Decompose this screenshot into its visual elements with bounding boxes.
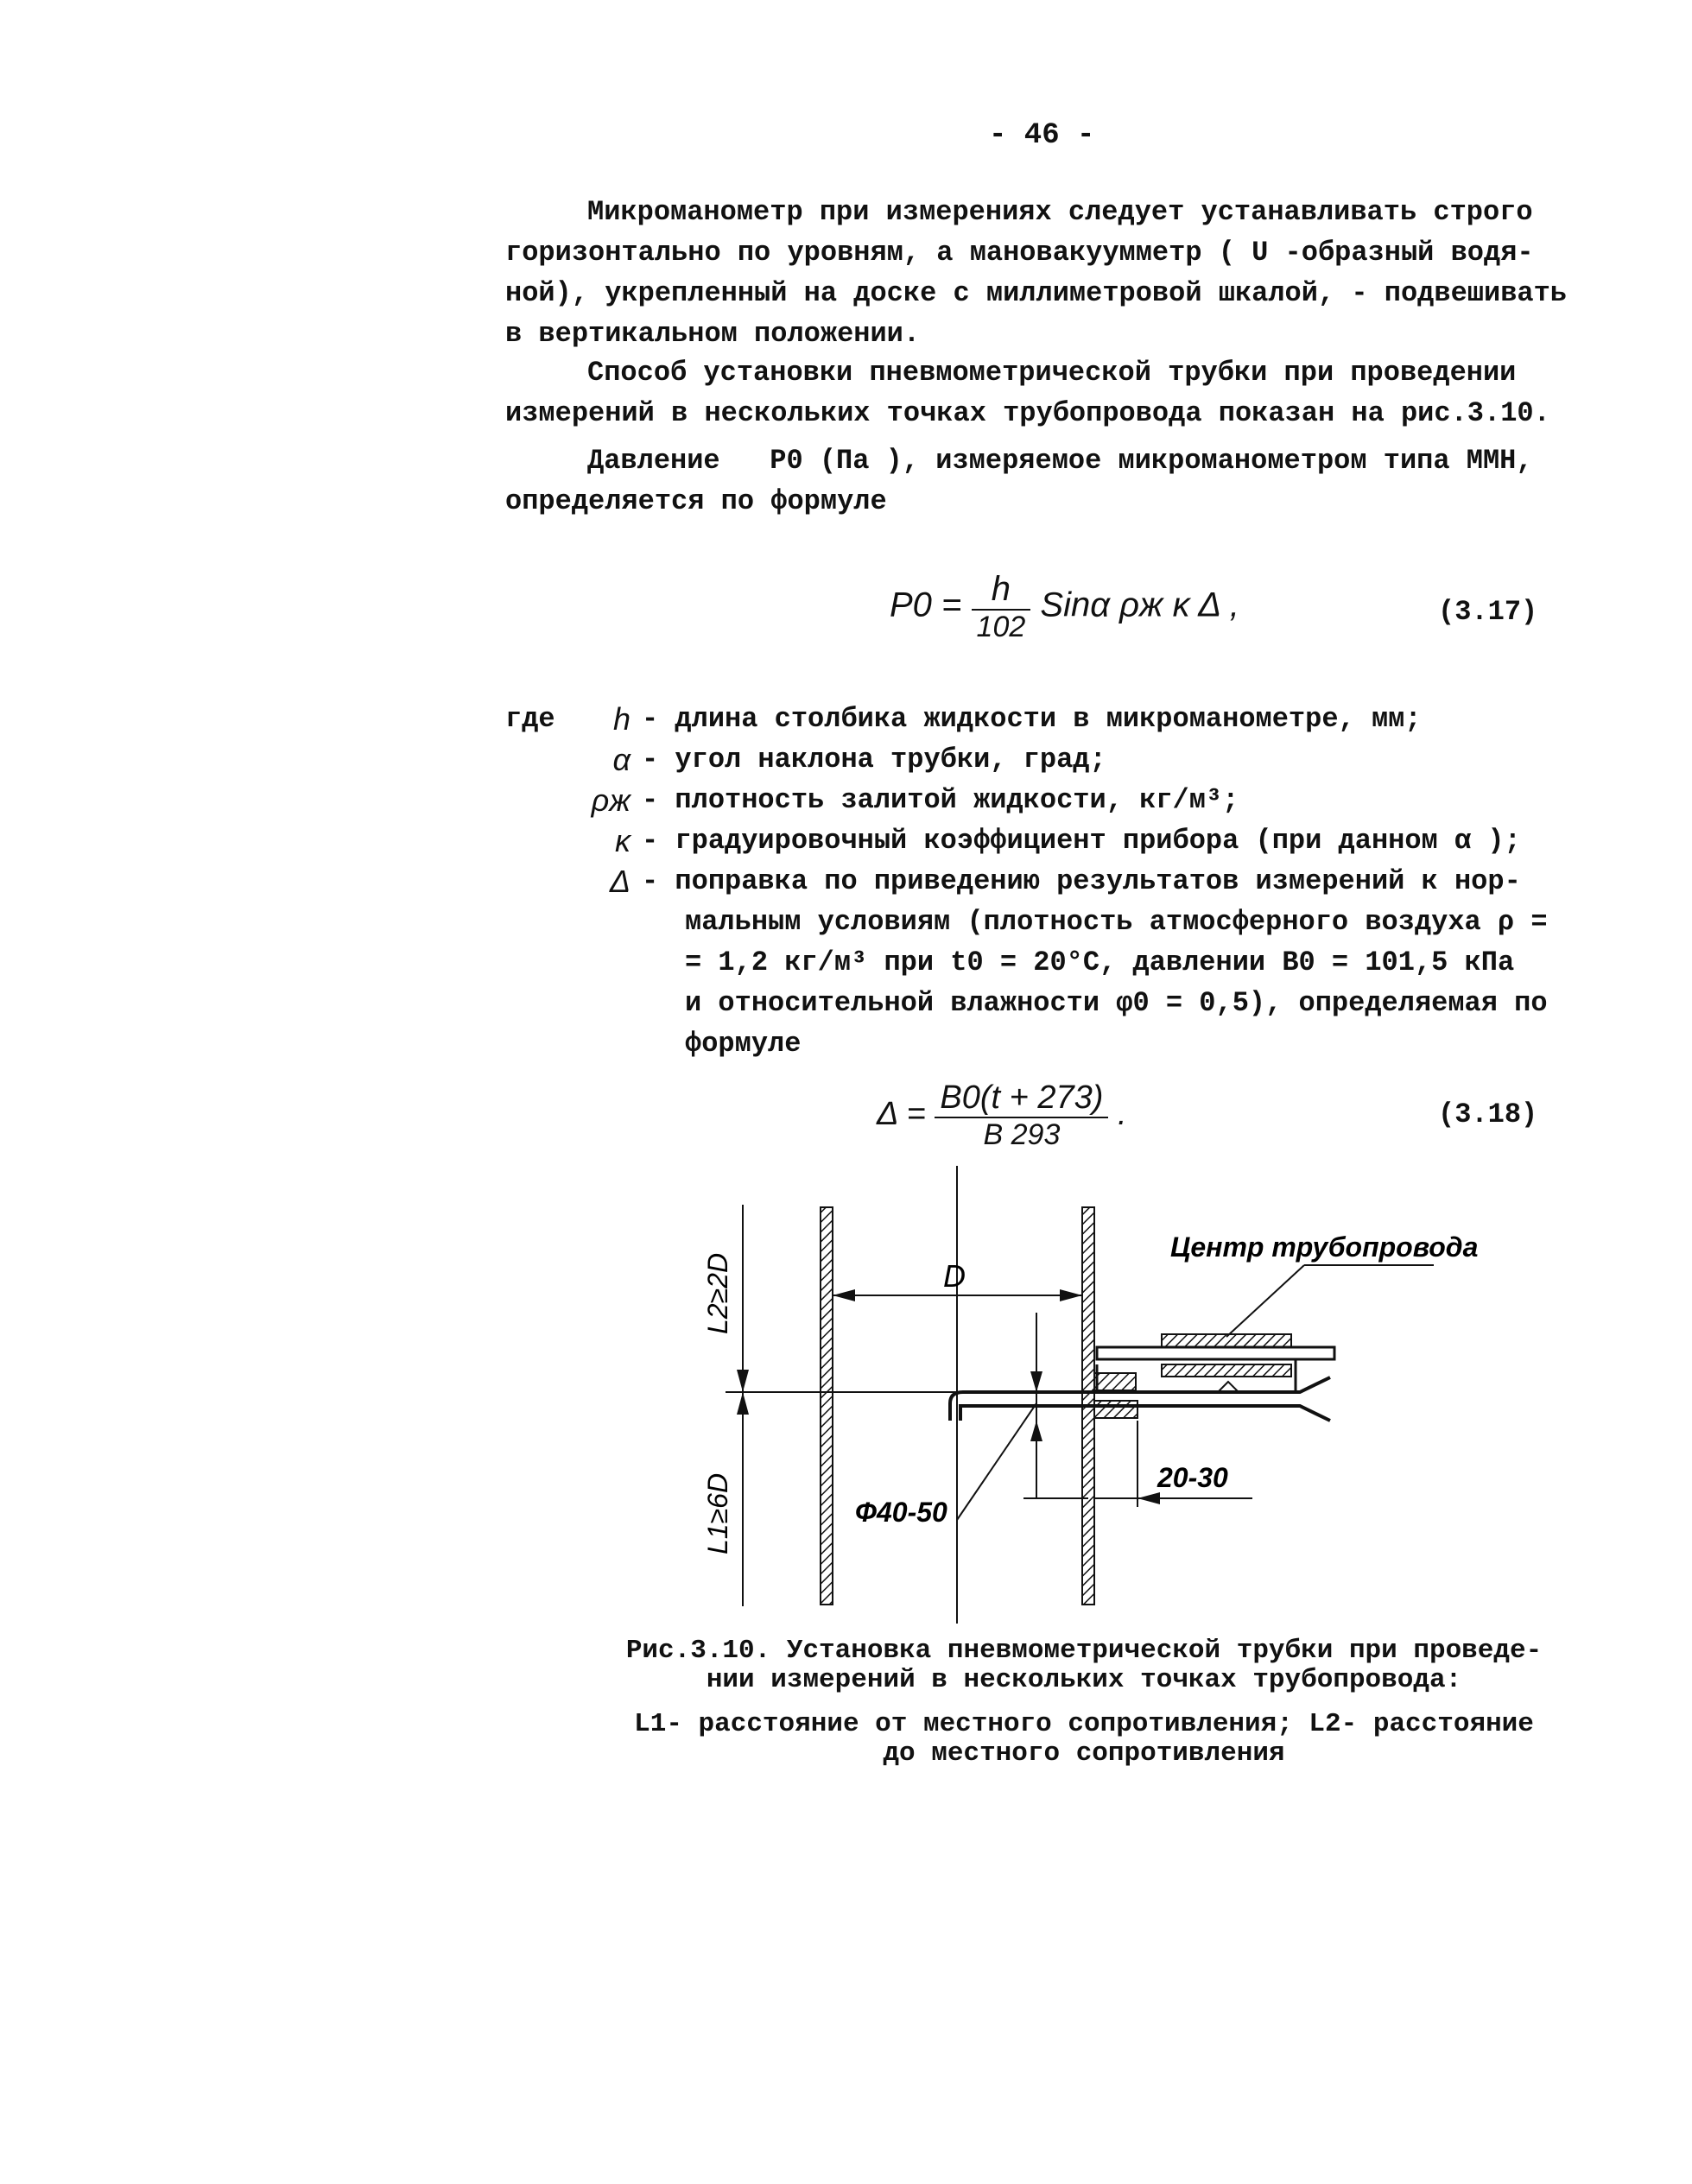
fraction-denominator: 102 (976, 611, 1026, 643)
diameter-phi-label: Ф40-50 (855, 1497, 947, 1528)
definition-symbol: α (612, 742, 631, 777)
figure-caption-title (596, 1636, 1572, 1695)
text-line: горизонтально по уровням, а мановакуумметр ( U -образный водя- (505, 237, 1534, 269)
leader-line (1226, 1265, 1304, 1337)
fraction-numerator: B0(t + 273) (935, 1079, 1108, 1118)
fitting-lower (1094, 1401, 1138, 1418)
center-label: Центр трубопровода (1170, 1231, 1479, 1263)
scale-block-lower (1162, 1364, 1291, 1377)
text-line: Микроманометр при измерениях следует устанавливать строго (587, 196, 1533, 228)
fitting-upper (1094, 1373, 1136, 1390)
pitot-tube-upper (950, 1377, 1330, 1421)
text-line: = 1,2 кг/м³ при t0 = 20°С, давлении B0 = 101,5 кПа (685, 946, 1515, 978)
caption-line: L1- расстояние от местного сопротивления; L2- расстояние (634, 1709, 1534, 1739)
arrow-head (1030, 1421, 1042, 1441)
definition-text: - длина столбика жидкости в микроманометре, мм; (642, 703, 1422, 735)
definition-symbol: ρж (591, 782, 631, 818)
arrow-head (737, 1370, 749, 1392)
l2-label: L2≥2D (702, 1252, 733, 1334)
equation-number: (3.18) (1438, 1098, 1538, 1130)
support-bar (1097, 1347, 1334, 1359)
definition-symbol: h (612, 701, 631, 737)
gap-label: 20-30 (1157, 1462, 1228, 1493)
text-line: мальным условиям (плотность атмосферного воздуха ρ = (685, 906, 1548, 938)
text-line: определяется по формуле (505, 485, 887, 517)
l1-label: L1≥6D (702, 1472, 733, 1554)
text-line: ной), укрепленный на доске с миллиметровой шкалой, - подвешивать (505, 277, 1567, 309)
equation-number: (3.17) (1438, 596, 1538, 628)
formula-rhs: Sinα ρж κ Δ , (1040, 586, 1239, 624)
arrow-head (1138, 1492, 1160, 1504)
text-line: измерений в нескольких точках трубопровода показан на рис.3.10. (505, 397, 1550, 429)
text-line: и относительной влажности φ0 = 0,5), определяемая по (685, 987, 1548, 1019)
arrow-head (833, 1289, 855, 1301)
formula-tail: . (1118, 1096, 1127, 1133)
caption-line: Рис.3.10. Установка пневмометрической трубки при проведе- (625, 1636, 1543, 1666)
figure-caption-legend (596, 1710, 1572, 1769)
formula-lhs: P0 = (890, 586, 962, 624)
definition-text: - плотность залитой жидкости, кг/м³; (642, 784, 1239, 816)
page-number: - 46 - (989, 119, 1095, 152)
pitot-tube-lower (960, 1406, 1330, 1421)
diameter-label: D (943, 1258, 966, 1294)
leader-line (957, 1403, 1036, 1520)
definition-text: - угол наклона трубки, град; (642, 744, 1106, 775)
definition-text: - градуировочный коэффициент прибора (при данном α ); (642, 825, 1521, 857)
fraction-numerator: h (972, 570, 1031, 611)
arrow-head (1030, 1371, 1042, 1392)
definition-symbol: Δ (609, 864, 631, 899)
formula-lhs: Δ = (877, 1096, 926, 1133)
definition-text: - поправка по приведению результатов измерений к нор- (642, 865, 1521, 897)
text-line: формуле (685, 1028, 802, 1060)
pipe-wall-left (821, 1207, 833, 1605)
caption-line: нии измерений в нескольких точках трубопровода: (706, 1665, 1462, 1695)
arrow-head (1060, 1289, 1082, 1301)
caption-line: до местного сопротивления (883, 1738, 1285, 1769)
text-line: Давление P0 (Па ), измеряемое микроманометром типа ММН, (587, 445, 1533, 477)
fraction-denominator: B 293 (983, 1118, 1061, 1151)
text-line: Способ установки пневмометрической трубки при проведении (587, 357, 1517, 389)
where-label: где (505, 703, 555, 735)
arrow-head (737, 1392, 749, 1415)
text-line: в вертикальном положении. (505, 318, 921, 350)
definition-symbol: κ (615, 823, 631, 858)
